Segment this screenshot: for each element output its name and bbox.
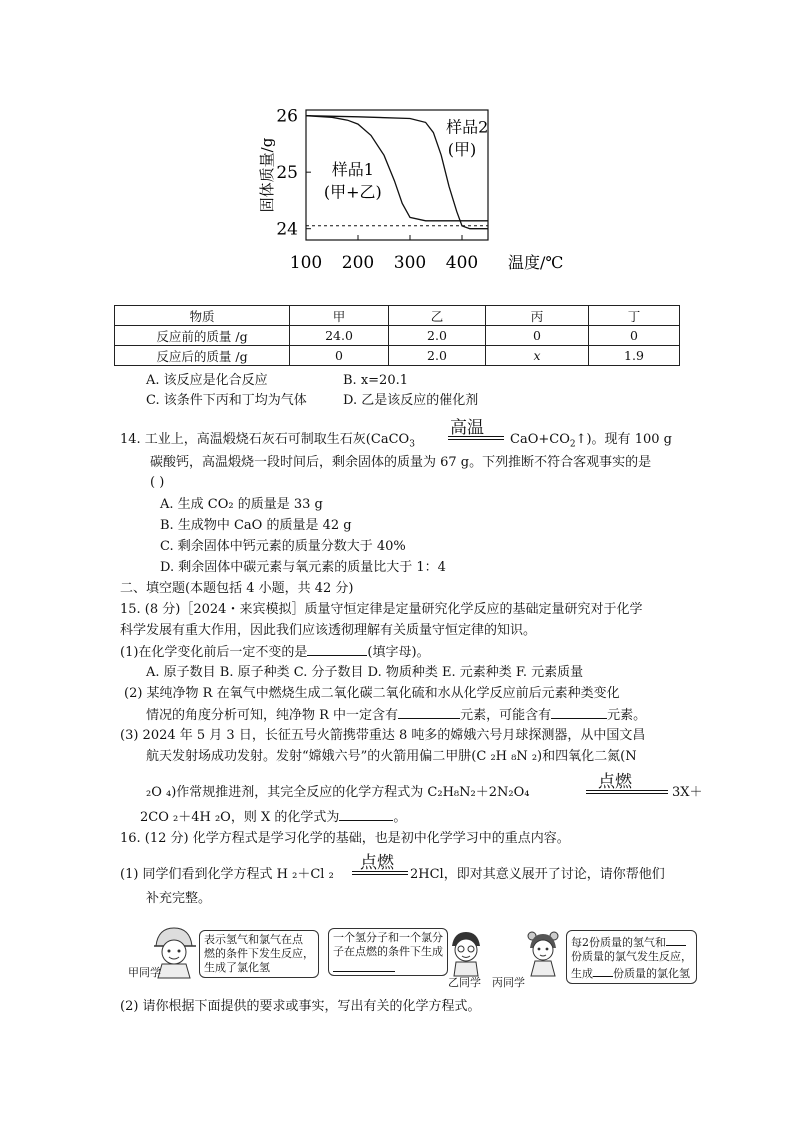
q14-option-d: D. 剩余固体中碳元素与氧元素的质量比大于 1：4 [160,560,446,575]
q14-line1: 14. 工业上，高温煅烧石灰石可制取生石灰(CaCO$_3$ [120,432,415,450]
speech-bubble-b [328,928,448,976]
x-axis-label: 温度/℃ [508,253,564,272]
q16-line1: 16. (12 分) 化学方程式是学习化学的基础，也是初中化学学习中的重点内容。 [120,831,570,846]
q16-condition: 点燃 [360,853,394,873]
q16-part1-line1-end: 2HCl，即对其意义展开了讨论，请你帮他们 [410,867,665,882]
y-tick-label: 24 [276,219,298,240]
answer-blank[interactable] [333,959,395,972]
answer-blank[interactable] [307,643,367,656]
q15-part3-line3: ₂O ₄)作常规推进剂，其完全反应的化学方程式为 C₂H₈N₂＋2N₂O₄ [146,785,530,800]
table-cell: x [486,346,589,366]
bubble-text: 份质量的氯气发生反应， [571,950,692,963]
q13-option-b: B. x=20.1 [343,373,408,388]
q16-equals-sign [352,871,408,875]
q16-part1-line2: 补充完整。 [146,891,212,906]
q15-part3-line2: 航天发射场成功发射。发射“嫦娥六号”的火箭用偏二甲肼(C ₂H ₈N ₂)和四氧化二氮(N [146,749,637,764]
table-header-row [115,306,680,326]
table-header: 乙 [389,306,486,326]
table-cell: 0 [290,346,389,366]
bubble-text: 每2份质量的氢气和 [571,933,692,950]
q15-condition: 点燃 [598,772,632,792]
q14-line2: 碳酸钙，高温煅烧一段时间后，剩余固体的质量为 67 g。下列推断不符合客观事实的是 [150,455,652,470]
student-a-name: 甲同学 [128,966,161,979]
bubble-text: 表示氢气和氯气在点 [204,933,303,946]
y-tick-label: 25 [276,163,298,184]
speech-bubble-a [199,930,319,978]
x-tick-label: 200 [341,253,375,273]
table-cell: 2.0 [389,326,486,346]
q15-line1: 15. (8 分)［2024・来宾模拟］质量守恒定律是定量研究化学反应的基础定量研究对于化学 [120,602,643,617]
q15-equals-sign [586,790,668,794]
section-heading: 二、填空题(本题包括 4 小题，共 42 分) [120,581,354,596]
table-row [115,346,680,366]
q15-line2: 科学发展有重大作用，因此我们应该透彻理解有关质量守恒定律的知识。 [120,623,537,638]
bubble-text: 生成了氯化氢 [204,961,270,974]
q14-option-a: A. 生成 CO₂ 的质量是 33 g [160,497,323,512]
q14-condition: 高温 [450,418,484,438]
table-row [115,326,680,346]
speech-bubble-c [566,930,697,984]
student-c-name: 丙同学 [492,976,525,989]
y-axis-label: 固体质量/g [258,137,276,213]
bubble-text: 生成 份质量的氯化氢 [571,964,692,981]
q15-part3-line4: 2CO ₂＋4H ₂O，则 X 的化学式为 。 [140,810,407,825]
table-cell: 0 [589,326,680,346]
q15-part2-line1: (2) 某纯净物 R 在氧气中燃烧生成二氧化碳二氧化硫和水从化学反应前后元素种类变化 [124,686,620,701]
table-header: 物质 [115,306,290,326]
series-label: 样品1 [331,160,374,179]
q14-line1-end: $CaO+CO_2↑$)。现有 100 g [510,432,672,450]
mass-temperature-chart [250,100,564,280]
series-label: (甲+乙) [323,182,382,202]
x-tick-label: 300 [393,253,427,273]
q15-part3-product: 3X＋ [672,785,703,800]
series-label: 样品2 [446,117,489,137]
answer-blank[interactable] [593,964,613,977]
answer-blank[interactable] [339,808,393,821]
student-b-avatar [448,930,484,976]
q15-part1: (1)在化学变化前后一定不变的是 (填字母)。 [120,645,430,660]
bubble-blank-line [333,959,443,973]
table-header: 甲 [290,306,389,326]
mass-table [114,305,680,366]
q15-part2-line2: 情况的角度分析可知，纯净物 R 中一定含有 元素，可能含有 元素。 [146,708,647,723]
table-header: 丙 [486,306,589,326]
q14-equals-sign [448,436,504,440]
table-cell: 1.9 [589,346,680,366]
table-cell: 0 [486,326,589,346]
student-b-name: 乙同学 [448,976,481,989]
table-header: 丁 [589,306,680,326]
bubble-text: 子在点燃的条件下生成 [333,945,443,958]
table-cell: 反应后的质量 /g [115,346,290,366]
table-cell: 反应前的质量 /g [115,326,290,346]
q13-option-a: A. 该反应是化合反应 [146,373,268,388]
y-tick-label: 26 [276,106,298,127]
answer-blank[interactable] [398,706,460,719]
table-cell: 2.0 [389,346,486,366]
q16-part2: (2) 请你根据下面提供的要求或事实，写出有关的化学方程式。 [120,999,481,1014]
x-tick-label: 400 [445,253,479,273]
bubble-text: 燃的条件下发生反应， [204,947,314,960]
answer-blank[interactable] [551,706,607,719]
student-c-avatar [526,930,560,976]
q14-answer-paren: ( ) [150,475,165,490]
answer-blank[interactable] [666,933,686,946]
bubble-text: 一个氢分子和一个氯分 [333,931,443,944]
q14-option-c: C. 剩余固体中钙元素的质量分数大于 40% [160,539,406,554]
q16-part1-line1: (1) 同学们看到化学方程式 H ₂＋Cl ₂ [120,867,334,882]
series-label: (甲) [447,140,477,160]
q15-part3-line1: (3) 2024 年 5 月 3 日，长征五号火箭携带重达 8 吨多的嫦娥六号月球探测器，从中国文昌 [120,728,646,743]
table-cell: 24.0 [290,326,389,346]
q13-option-c: C. 该条件下丙和丁均为气体 [146,393,307,408]
q15-options: A. 原子数目 B. 原子种类 C. 分子数目 D. 物质种类 E. 元素种类 F. 元素质量 [146,665,584,680]
q13-option-d: D. 乙是该反应的催化剂 [343,393,479,408]
q14-option-b: B. 生成物中 CaO 的质量是 42 g [160,518,352,533]
x-tick-label: 100 [289,253,323,273]
